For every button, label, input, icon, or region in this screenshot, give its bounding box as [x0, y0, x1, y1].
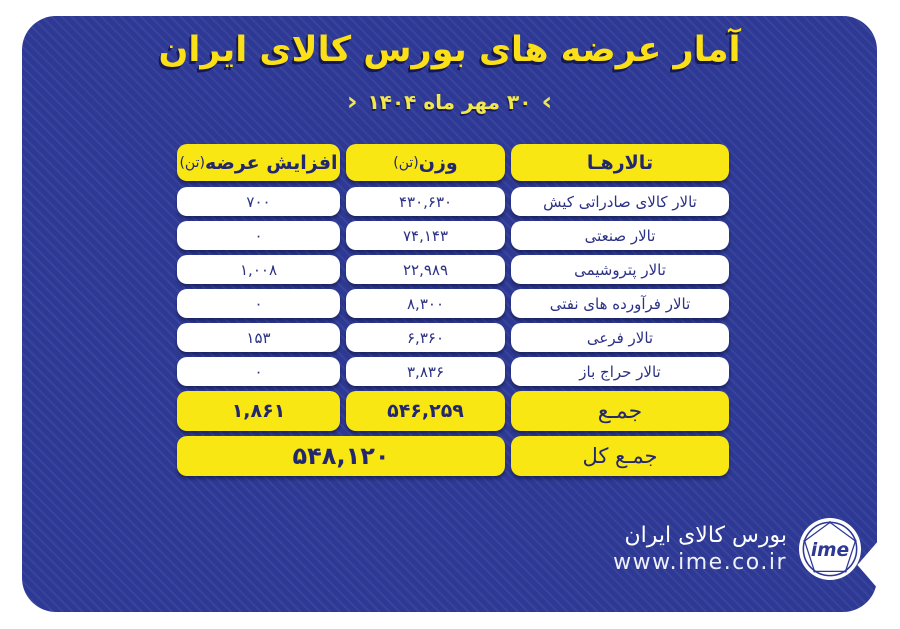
- website-url: www.ime.co.ir: [613, 550, 787, 575]
- grand-total-value: ۵۴۸,۱۲۰: [292, 442, 390, 470]
- increase-cell: [177, 187, 340, 216]
- weight-cell: [346, 255, 505, 284]
- hall-name: تالار حراج باز: [579, 362, 661, 381]
- weight-value: ۴۳۰,۶۳۰: [398, 192, 453, 211]
- infographic-panel: [22, 16, 877, 612]
- table-row: [177, 357, 729, 386]
- table-header-row: [177, 144, 729, 181]
- ime-logo-text: ime: [810, 539, 850, 561]
- weight-value: ۲۲,۹۸۹: [402, 260, 449, 279]
- increase-cell: [177, 221, 340, 250]
- supply-table: [177, 144, 729, 481]
- column-header-increase-label: افزایش عرضه: [204, 151, 338, 174]
- weight-value: ۶,۳۶۰: [407, 328, 444, 347]
- increase-value: ۰: [254, 294, 263, 313]
- hall-name: تالار فرعی: [586, 328, 654, 347]
- date-text: ۳۰ مهر ماه ۱۴۰۴: [367, 90, 532, 114]
- sum-label-cell: [511, 391, 729, 431]
- sum-increase-value: ۱,۸۶۱: [231, 400, 286, 422]
- increase-cell: [177, 357, 340, 386]
- weight-value: ۷۴,۱۴۳: [402, 226, 449, 245]
- weight-cell: [346, 357, 505, 386]
- weight-value: ۳,۸۳۶: [407, 362, 444, 381]
- increase-cell: [177, 289, 340, 318]
- sum-weight-cell: [346, 391, 505, 431]
- column-header-halls: [511, 144, 729, 181]
- date-row: [22, 87, 877, 117]
- hall-cell: [511, 221, 729, 250]
- date-bracket-right-icon: ‹: [541, 87, 553, 117]
- increase-cell: [177, 323, 340, 352]
- column-header-weight-label: وزن: [418, 151, 458, 174]
- weight-cell: [346, 323, 505, 352]
- sum-increase-cell: [177, 391, 340, 431]
- ime-logo-icon: [799, 518, 861, 580]
- hall-cell: [511, 255, 729, 284]
- column-header-halls-label: تالارهـا: [586, 151, 654, 174]
- page-title: آمار عرضه های بورس کالای ایران: [158, 30, 741, 70]
- increase-value: ۷۰۰: [246, 192, 271, 211]
- grand-total-value-cell: [177, 436, 505, 476]
- column-header-weight-unit: (تن): [393, 154, 419, 171]
- table-row: [177, 221, 729, 250]
- increase-value: ۰: [254, 226, 263, 245]
- table-row: [177, 289, 729, 318]
- table-row: [177, 255, 729, 284]
- increase-value: ۱,۰۰۸: [240, 260, 277, 279]
- sum-weight-value: ۵۴۶,۲۵۹: [387, 400, 464, 422]
- hall-name: تالار کالای صادراتی کیش: [543, 192, 697, 211]
- table-row: [177, 323, 729, 352]
- hall-cell: [511, 323, 729, 352]
- weight-cell: [346, 289, 505, 318]
- hall-name: تالار صنعتی: [584, 226, 656, 245]
- sum-row: [177, 391, 729, 431]
- column-header-increase: [177, 144, 340, 181]
- grand-total-label: جمـع کل: [582, 444, 658, 468]
- weight-cell: [346, 187, 505, 216]
- date-bracket-left-icon: ›: [346, 87, 358, 117]
- hall-cell: [511, 187, 729, 216]
- column-header-weight: [346, 144, 505, 181]
- footer-brand-block: [613, 518, 861, 580]
- increase-value: ۰: [254, 362, 263, 381]
- increase-value: ۱۵۳: [246, 328, 271, 347]
- increase-cell: [177, 255, 340, 284]
- grand-total-label-cell: [511, 436, 729, 476]
- sum-label: جمـع: [597, 398, 643, 424]
- brand-name: بورس کالای ایران: [624, 523, 787, 548]
- weight-cell: [346, 221, 505, 250]
- hall-cell: [511, 289, 729, 318]
- table-row: [177, 187, 729, 216]
- hall-name: تالار پتروشیمی: [574, 260, 666, 279]
- hall-cell: [511, 357, 729, 386]
- grand-total-row: [177, 436, 729, 476]
- weight-value: ۸,۳۰۰: [407, 294, 444, 313]
- footer-text: [613, 523, 787, 575]
- column-header-increase-unit: (تن): [179, 154, 205, 171]
- hall-name: تالار فرآورده های نفتی: [549, 294, 691, 313]
